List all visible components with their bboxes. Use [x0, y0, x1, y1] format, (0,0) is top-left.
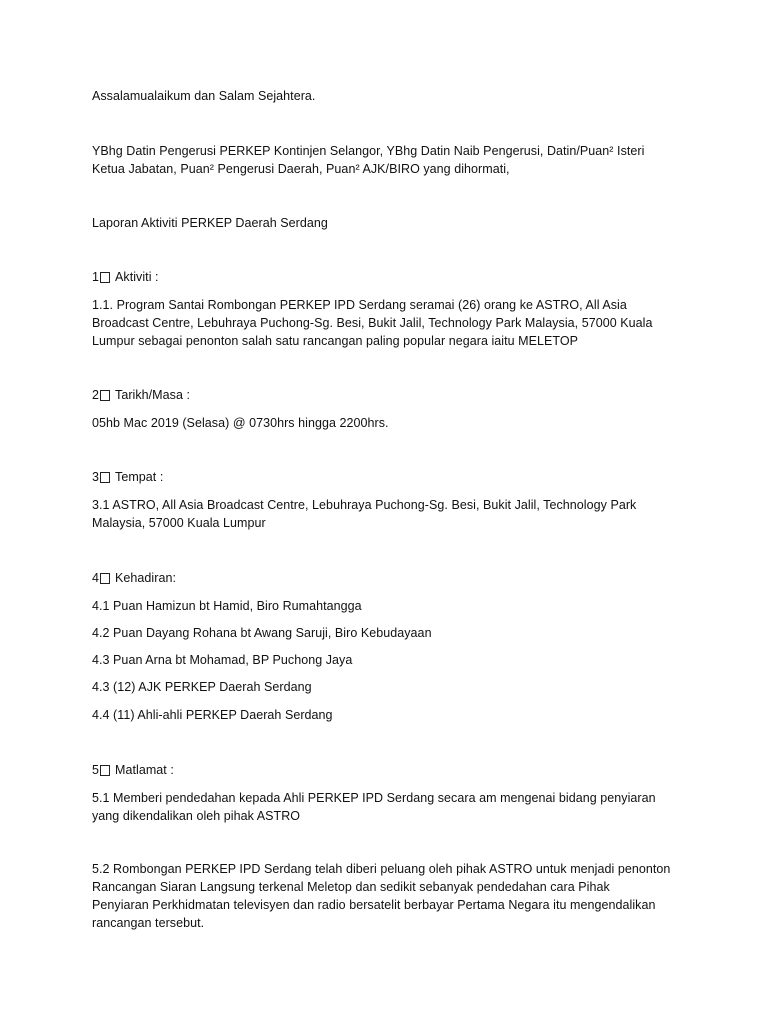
- aktiviti-line-1: 1.1. Program Santai Rombongan PERKEP IPD Serdang seramai (26) orang ke ASTRO, All Asia: [92, 298, 627, 312]
- kehadiran-item: 4.3 (12) AJK PERKEP Daerah Serdang: [92, 680, 312, 694]
- matlamat-p2-line-1: 5.2 Rombongan PERKEP IPD Serdang telah diberi peluang oleh pihak ASTRO untuk menjadi penonton: [92, 862, 671, 876]
- aktiviti-line-3: Lumpur sebagai penonton salah satu rancangan paling popular negara iaitu MELETOP: [92, 334, 579, 348]
- section-heading-kehadiran: [92, 569, 176, 587]
- section-number: 1: [92, 270, 100, 284]
- matlamat-p2-line-3: Penyiaran Perkhidmatan televisyen dan radio bersatelit berbayar Pertama Negara itu mengendalikan: [92, 898, 656, 912]
- report-title: Laporan Aktiviti PERKEP Daerah Serdang: [92, 216, 328, 230]
- section-label: Kehadiran:: [115, 571, 176, 585]
- checkbox-glyph-icon: [100, 472, 110, 483]
- checkbox-glyph-icon: [100, 390, 110, 401]
- section-number: 3: [92, 470, 100, 484]
- section-number: 5: [92, 763, 100, 777]
- kehadiran-item: 4.2 Puan Dayang Rohana bt Awang Saruji, Biro Kebudayaan: [92, 626, 432, 640]
- section-number: 4: [92, 571, 100, 585]
- section-heading-tempat: [92, 468, 163, 486]
- aktiviti-line-2: Broadcast Centre, Lebuhraya Puchong-Sg. Besi, Bukit Jalil, Technology Park Malaysia, 57000 Kuala: [92, 316, 653, 330]
- address-line-2: Ketua Jabatan, Puan² Pengerusi Daerah, Puan² AJK/BIRO yang dihormati,: [92, 162, 510, 176]
- greeting-text: Assalamualaikum dan Salam Sejahtera.: [92, 89, 316, 103]
- section-label: Tarikh/Masa :: [115, 388, 190, 402]
- section-number: 2: [92, 388, 100, 402]
- kehadiran-item: 4.3 Puan Arna bt Mohamad, BP Puchong Jaya: [92, 653, 353, 667]
- matlamat-p2-line-2: Rancangan Siaran Langsung terkenal Meletop dan sedikit sebanyak pendedahan cara Pihak: [92, 880, 610, 894]
- section-heading-tarikh: [92, 386, 190, 404]
- matlamat-p1-line-2: yang dikendalikan oleh pihak ASTRO: [92, 809, 301, 823]
- section-label: Aktiviti :: [115, 270, 159, 284]
- tempat-line-2: Malaysia, 57000 Kuala Lumpur: [92, 516, 266, 530]
- section-label: Matlamat :: [115, 763, 174, 777]
- checkbox-glyph-icon: [100, 765, 110, 776]
- address-line-1: YBhg Datin Pengerusi PERKEP Kontinjen Selangor, YBhg Datin Naib Pengerusi, Datin/Puan² Isteri: [92, 144, 645, 158]
- section-heading-matlamat: [92, 761, 174, 779]
- matlamat-p2-line-4: rancangan tersebut.: [92, 916, 205, 930]
- tempat-line-1: 3.1 ASTRO, All Asia Broadcast Centre, Lebuhraya Puchong-Sg. Besi, Bukit Jalil, Technology Park: [92, 498, 637, 512]
- checkbox-glyph-icon: [100, 573, 110, 584]
- section-label: Tempat :: [115, 470, 164, 484]
- kehadiran-item: 4.1 Puan Hamizun bt Hamid, Biro Rumahtangga: [92, 599, 362, 613]
- checkbox-glyph-icon: [100, 272, 110, 283]
- section-heading-aktiviti: [92, 268, 159, 286]
- kehadiran-item: 4.4 (11) Ahli-ahli PERKEP Daerah Serdang: [92, 708, 333, 722]
- matlamat-p1-line-1: 5.1 Memberi pendedahan kepada Ahli PERKEP IPD Serdang secara am mengenai bidang penyiaran: [92, 791, 656, 805]
- tarikh-value: 05hb Mac 2019 (Selasa) @ 0730hrs hingga 2200hrs.: [92, 416, 389, 430]
